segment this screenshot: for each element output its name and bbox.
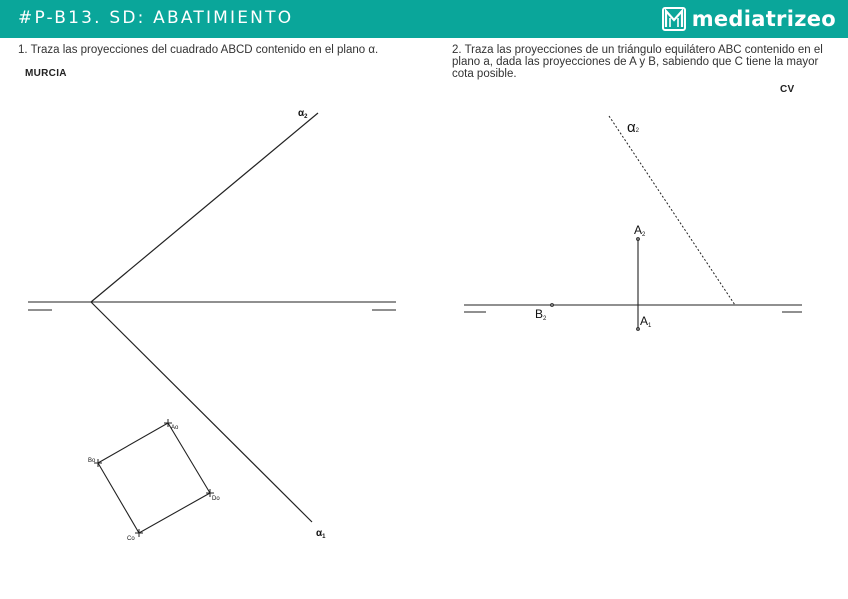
label-alpha2-ex2: α2 xyxy=(627,119,640,136)
label-Do: Do xyxy=(212,496,220,502)
brand-name: mediatrizeo xyxy=(691,7,836,31)
exercise-1-source: MURCIA xyxy=(25,68,67,79)
label-B2: B2 xyxy=(535,307,547,322)
label-Bo: Bo xyxy=(88,458,96,464)
square-abcd-abatido xyxy=(98,423,210,533)
label-A1: A1 xyxy=(640,314,652,329)
label-alpha1: $\alpha_1$ xyxy=(316,528,326,540)
trace-alpha1-line xyxy=(91,302,312,522)
label-Co: Co xyxy=(127,536,135,542)
label-A2: A2 xyxy=(634,223,646,238)
exercise-2-drawing xyxy=(464,116,802,331)
point-markers-1 xyxy=(94,419,214,537)
exercise-1-statement: 1. Traza las proyecciones del cuadrado ABCD contenido en el plano α. xyxy=(18,44,379,56)
page-title: #P-B13. SD: ABATIMIENTO xyxy=(18,8,294,28)
exercise-1-drawing xyxy=(28,113,396,537)
label-alpha2: $\alpha_2$ xyxy=(298,108,308,120)
trace-alpha2-line xyxy=(91,113,318,302)
label-Ao: Ao xyxy=(171,425,179,431)
trace-alpha2-dotted-line xyxy=(609,116,735,305)
exercise-2-statement: 2. Traza las proyecciones de un triángulo equilátero ABC contenido en el plano a, dada las proyecciones de A y B, sabiendo que C tiene la mayor cota posible. xyxy=(452,44,823,80)
exercise-2-source: CV xyxy=(780,84,795,95)
